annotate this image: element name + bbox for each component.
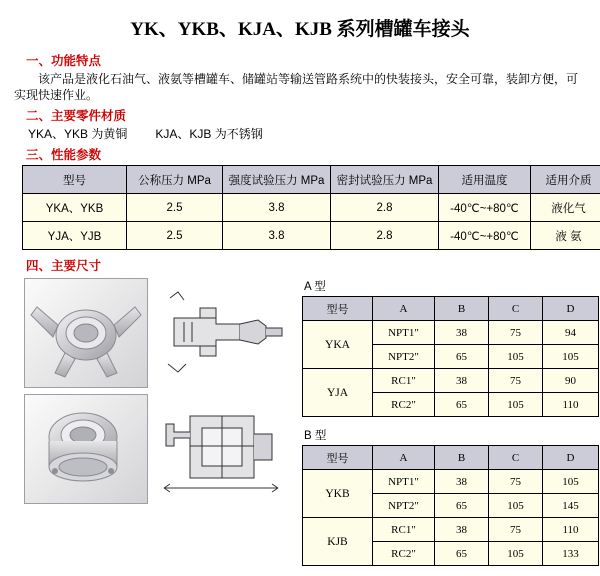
dim-table-label-b: B 型 (304, 427, 600, 443)
table-row (23, 194, 600, 222)
perf-cell: 液 氨 (531, 222, 600, 250)
perf-cell: YKA、YKB (23, 194, 127, 222)
perf-header-cell: 密封试验压力 MPa (331, 166, 439, 194)
dim-header-cell: D (543, 446, 599, 470)
product-photo-b (24, 394, 148, 504)
perf-cell: -40℃~+80℃ (439, 222, 531, 250)
dim-cell: RC2" (373, 542, 435, 566)
product-drawing-b (154, 394, 288, 502)
perf-header-cell: 公称压力 MPa (127, 166, 223, 194)
section-heading-dimensions: 四、主要尺寸 (26, 256, 586, 274)
material-text-b: KJA、KJB 为不锈钢 (155, 127, 262, 141)
material-line (28, 126, 586, 142)
perf-header-cell: 适用介质 (531, 166, 600, 194)
table-header-row (23, 166, 600, 194)
perf-cell: 液化气 (531, 194, 600, 222)
dim-header-cell: A (373, 446, 435, 470)
dim-header-cell: 型号 (303, 297, 373, 321)
dim-model-cell: YKA (303, 321, 373, 369)
dimension-table-b (302, 445, 599, 566)
dim-model-cell: YKB (303, 470, 373, 518)
dim-cell: 110 (543, 393, 599, 417)
product-images-column (24, 278, 292, 510)
dim-cell: 105 (543, 345, 599, 369)
perf-header-cell: 型号 (23, 166, 127, 194)
dim-cell: NPT2" (373, 345, 435, 369)
dim-model-cell: KJB (303, 518, 373, 566)
dim-cell: 105 (489, 494, 543, 518)
dim-cell: 38 (435, 518, 489, 542)
dim-cell: 75 (489, 369, 543, 393)
dimension-table-a (302, 296, 599, 417)
section-heading-material: 二、主要零件材质 (26, 106, 586, 124)
product-row-b (24, 394, 292, 504)
features-paragraph: 该产品是液化石油气、液氨等槽罐车、储罐站等输送管路系统中的快装接头，安全可靠，装卸方便，可实现快速作业。 (14, 71, 586, 103)
section-heading-performance: 三、性能参数 (26, 145, 586, 163)
dim-cell: 75 (489, 518, 543, 542)
perf-cell: 3.8 (223, 194, 331, 222)
dim-cell: 65 (435, 494, 489, 518)
dim-cell: 65 (435, 542, 489, 566)
table-row (23, 222, 600, 250)
dim-header-cell: C (489, 446, 543, 470)
dim-cell: 105 (489, 393, 543, 417)
dim-cell: 38 (435, 470, 489, 494)
table-row (303, 518, 599, 542)
perf-cell: 3.8 (223, 222, 331, 250)
dim-cell: NPT2" (373, 494, 435, 518)
dim-header-cell: 型号 (303, 446, 373, 470)
dim-header-cell: B (435, 446, 489, 470)
perf-cell: 2.5 (127, 194, 223, 222)
dim-cell: NPT1" (373, 321, 435, 345)
dim-cell: 90 (543, 369, 599, 393)
dim-header-cell: D (543, 297, 599, 321)
perf-header-cell: 强度试验压力 MPa (223, 166, 331, 194)
table-row (303, 369, 599, 393)
dim-cell: 75 (489, 321, 543, 345)
dim-cell: 145 (543, 494, 599, 518)
dimension-tables-column (302, 278, 600, 576)
dim-cell: RC2" (373, 393, 435, 417)
dim-cell: 105 (489, 345, 543, 369)
dim-header-cell: C (489, 297, 543, 321)
dim-cell: 94 (543, 321, 599, 345)
table-row (303, 321, 599, 345)
page-title: YK、YKB、KJA、KJB 系列槽罐车接头 (14, 14, 586, 41)
dim-header-cell: B (435, 297, 489, 321)
perf-cell: 2.8 (331, 194, 439, 222)
table-header-row (303, 446, 599, 470)
dim-header-cell: A (373, 297, 435, 321)
product-photo-a (24, 278, 148, 388)
dim-cell: 75 (489, 470, 543, 494)
perf-cell: 2.8 (331, 222, 439, 250)
section-heading-features: 一、功能特点 (26, 51, 586, 69)
dim-model-cell: YJA (303, 369, 373, 417)
dim-cell: 38 (435, 321, 489, 345)
dim-cell: RC1" (373, 369, 435, 393)
perf-cell: 2.5 (127, 222, 223, 250)
dim-cell: 65 (435, 393, 489, 417)
dim-cell: 105 (543, 470, 599, 494)
product-row-a (24, 278, 292, 388)
dim-cell: 110 (543, 518, 599, 542)
dim-cell: NPT1" (373, 470, 435, 494)
perf-header-cell: 适用温度 (439, 166, 531, 194)
perf-cell: -40℃~+80℃ (439, 194, 531, 222)
dim-cell: 133 (543, 542, 599, 566)
table-header-row (303, 297, 599, 321)
product-drawing-a (154, 278, 288, 386)
perf-cell: YJA、YJB (23, 222, 127, 250)
dim-cell: 65 (435, 345, 489, 369)
dim-table-label-a: A 型 (304, 278, 600, 294)
dim-cell: 38 (435, 369, 489, 393)
dim-cell: 105 (489, 542, 543, 566)
material-text-a: YKA、YKB 为黄铜 (28, 127, 127, 141)
table-row (303, 470, 599, 494)
performance-table (22, 165, 600, 250)
dim-cell: RC1" (373, 518, 435, 542)
